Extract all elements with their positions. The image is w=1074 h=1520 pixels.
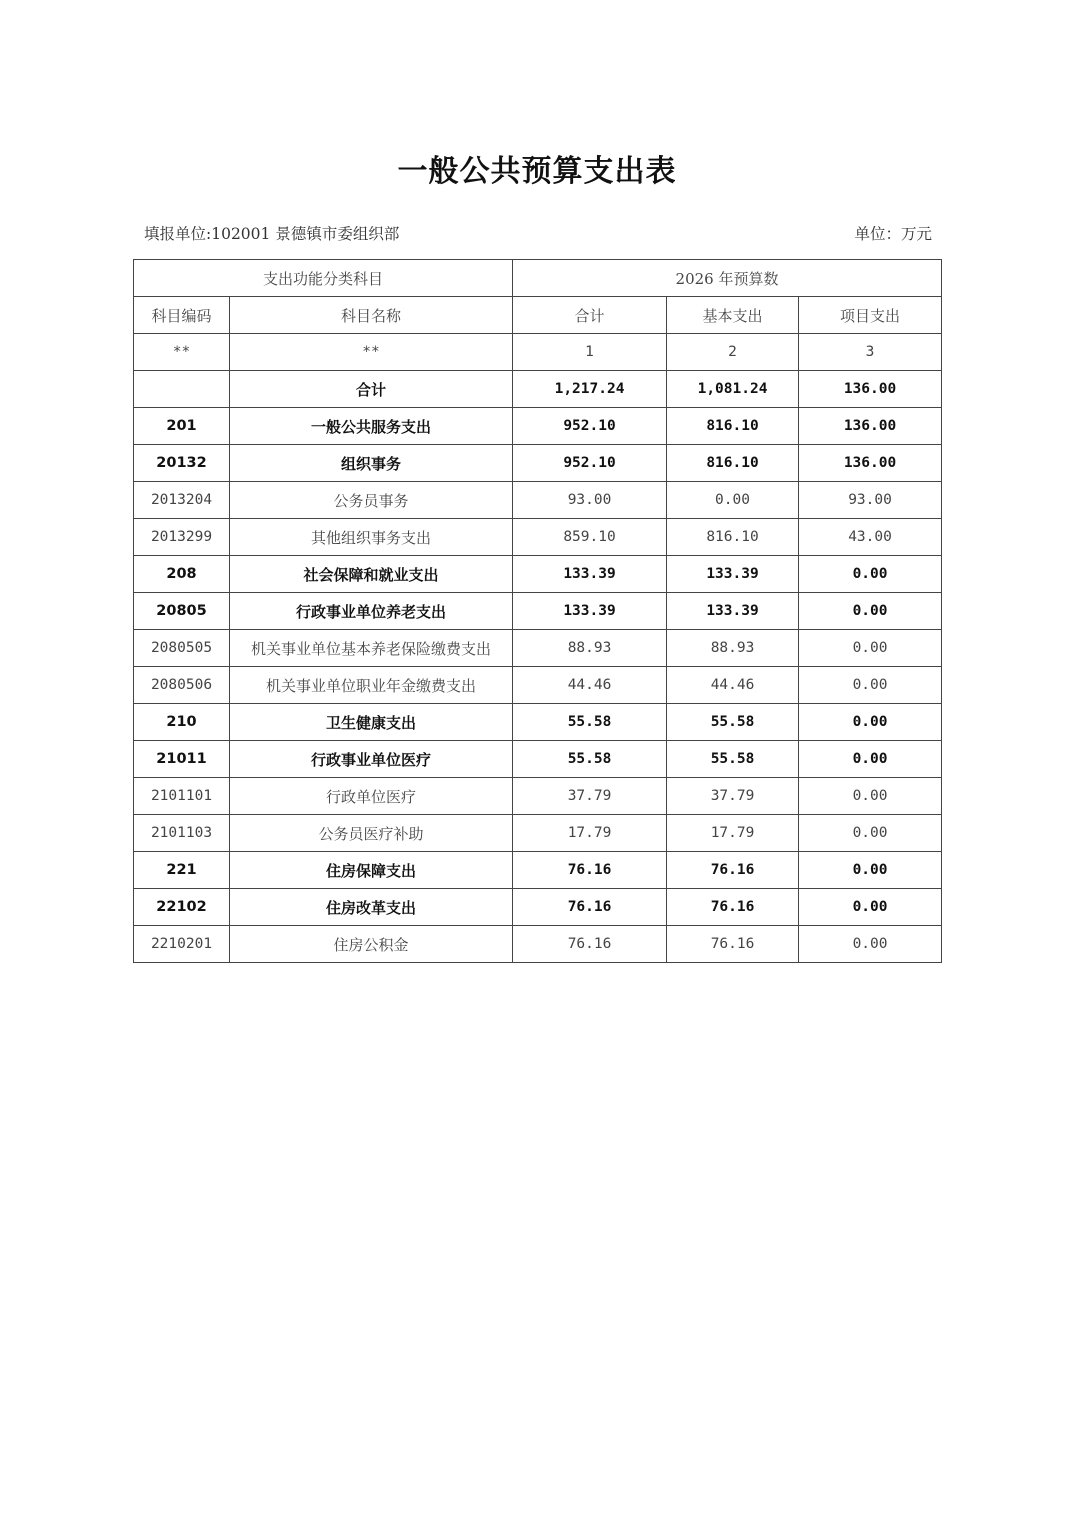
cell-name: 住房公积金 — [230, 926, 513, 963]
header-basic: 基本支出 — [667, 297, 799, 334]
cell-total: 952.10 — [513, 445, 667, 482]
cell-project: 136.00 — [799, 408, 942, 445]
cell-total: 133.39 — [513, 593, 667, 630]
cell-name: 行政事业单位养老支出 — [230, 593, 513, 630]
cell-project: 0.00 — [799, 593, 942, 630]
cell-name: 公务员医疗补助 — [230, 815, 513, 852]
cell-total: 17.79 — [513, 815, 667, 852]
cell-code: 2080505 — [134, 630, 230, 667]
currency-unit: 单位：万元 — [854, 225, 932, 243]
table-row — [134, 889, 942, 926]
cell-code: 2210201 — [134, 926, 230, 963]
table-row — [134, 815, 942, 852]
cell-basic: 37.79 — [667, 778, 799, 815]
index-name: ** — [230, 334, 513, 371]
cell-project: 0.00 — [799, 741, 942, 778]
cell-basic: 55.58 — [667, 704, 799, 741]
table-row — [134, 556, 942, 593]
cell-total: 44.46 — [513, 667, 667, 704]
header-project: 项目支出 — [799, 297, 942, 334]
cell-name: 行政单位医疗 — [230, 778, 513, 815]
table-row — [134, 926, 942, 963]
cell-basic: 17.79 — [667, 815, 799, 852]
cell-name: 一般公共服务支出 — [230, 408, 513, 445]
cell-total: 76.16 — [513, 926, 667, 963]
cell-code: 20132 — [134, 445, 230, 482]
cell-name: 机关事业单位基本养老保险缴费支出 — [230, 630, 513, 667]
index-basic: 2 — [667, 334, 799, 371]
cell-code: 21011 — [134, 741, 230, 778]
cell-name: 其他组织事务支出 — [230, 519, 513, 556]
table-row — [134, 667, 942, 704]
cell-code: 208 — [134, 556, 230, 593]
cell-basic: 133.39 — [667, 593, 799, 630]
cell-total: 55.58 — [513, 704, 667, 741]
cell-name: 公务员事务 — [230, 482, 513, 519]
cell-project: 43.00 — [799, 519, 942, 556]
table-row — [134, 704, 942, 741]
cell-name: 卫生健康支出 — [230, 704, 513, 741]
cell-code: 2101101 — [134, 778, 230, 815]
cell-basic: 88.93 — [667, 630, 799, 667]
cell-code: 2101103 — [134, 815, 230, 852]
cell-basic: 1,081.24 — [667, 371, 799, 408]
cell-code: 221 — [134, 852, 230, 889]
cell-name: 住房改革支出 — [230, 889, 513, 926]
cell-total: 93.00 — [513, 482, 667, 519]
table-header — [134, 260, 942, 371]
cell-total: 37.79 — [513, 778, 667, 815]
cell-total: 133.39 — [513, 556, 667, 593]
cell-project: 93.00 — [799, 482, 942, 519]
index-project: 3 — [799, 334, 942, 371]
table-row — [134, 519, 942, 556]
cell-name: 社会保障和就业支出 — [230, 556, 513, 593]
header-function-category: 支出功能分类科目 — [134, 260, 513, 297]
cell-project: 0.00 — [799, 926, 942, 963]
cell-name: 机关事业单位职业年金缴费支出 — [230, 667, 513, 704]
cell-project: 136.00 — [799, 371, 942, 408]
cell-total: 76.16 — [513, 889, 667, 926]
cell-name: 合计 — [230, 371, 513, 408]
header-name: 科目名称 — [230, 297, 513, 334]
report-meta — [144, 222, 932, 244]
index-code: ** — [134, 334, 230, 371]
cell-basic: 816.10 — [667, 445, 799, 482]
cell-project: 0.00 — [799, 630, 942, 667]
cell-total: 76.16 — [513, 852, 667, 889]
cell-code — [134, 371, 230, 408]
cell-basic: 133.39 — [667, 556, 799, 593]
cell-code: 2013204 — [134, 482, 230, 519]
table-row — [134, 593, 942, 630]
page-title: 一般公共预算支出表 — [397, 154, 677, 189]
cell-project: 0.00 — [799, 852, 942, 889]
cell-code: 2080506 — [134, 667, 230, 704]
index-total: 1 — [513, 334, 667, 371]
cell-project: 136.00 — [799, 445, 942, 482]
table-row — [134, 445, 942, 482]
cell-name: 组织事务 — [230, 445, 513, 482]
cell-code: 2013299 — [134, 519, 230, 556]
cell-code: 20805 — [134, 593, 230, 630]
header-code: 科目编码 — [134, 297, 230, 334]
cell-basic: 76.16 — [667, 852, 799, 889]
cell-project: 0.00 — [799, 704, 942, 741]
budget-table — [133, 259, 942, 963]
table-row — [134, 482, 942, 519]
cell-name: 住房保障支出 — [230, 852, 513, 889]
cell-name: 行政事业单位医疗 — [230, 741, 513, 778]
cell-basic: 816.10 — [667, 408, 799, 445]
cell-project: 0.00 — [799, 889, 942, 926]
cell-code: 22102 — [134, 889, 230, 926]
cell-total: 1,217.24 — [513, 371, 667, 408]
header-total: 合计 — [513, 297, 667, 334]
cell-basic: 55.58 — [667, 741, 799, 778]
cell-basic: 0.00 — [667, 482, 799, 519]
cell-total: 55.58 — [513, 741, 667, 778]
table-row — [134, 371, 942, 408]
table-body — [134, 371, 942, 963]
cell-total: 952.10 — [513, 408, 667, 445]
cell-basic: 76.16 — [667, 889, 799, 926]
header-budget-year: 2026 年预算数 — [513, 260, 942, 297]
table-row — [134, 778, 942, 815]
cell-code: 210 — [134, 704, 230, 741]
filler-unit: 填报单位:102001 景德镇市委组织部 — [144, 225, 400, 243]
cell-project: 0.00 — [799, 778, 942, 815]
cell-project: 0.00 — [799, 815, 942, 852]
table-row — [134, 741, 942, 778]
cell-basic: 816.10 — [667, 519, 799, 556]
cell-total: 859.10 — [513, 519, 667, 556]
cell-project: 0.00 — [799, 667, 942, 704]
cell-basic: 44.46 — [667, 667, 799, 704]
cell-total: 88.93 — [513, 630, 667, 667]
table-row — [134, 852, 942, 889]
cell-basic: 76.16 — [667, 926, 799, 963]
table-row — [134, 630, 942, 667]
cell-project: 0.00 — [799, 556, 942, 593]
cell-code: 201 — [134, 408, 230, 445]
table-row — [134, 408, 942, 445]
